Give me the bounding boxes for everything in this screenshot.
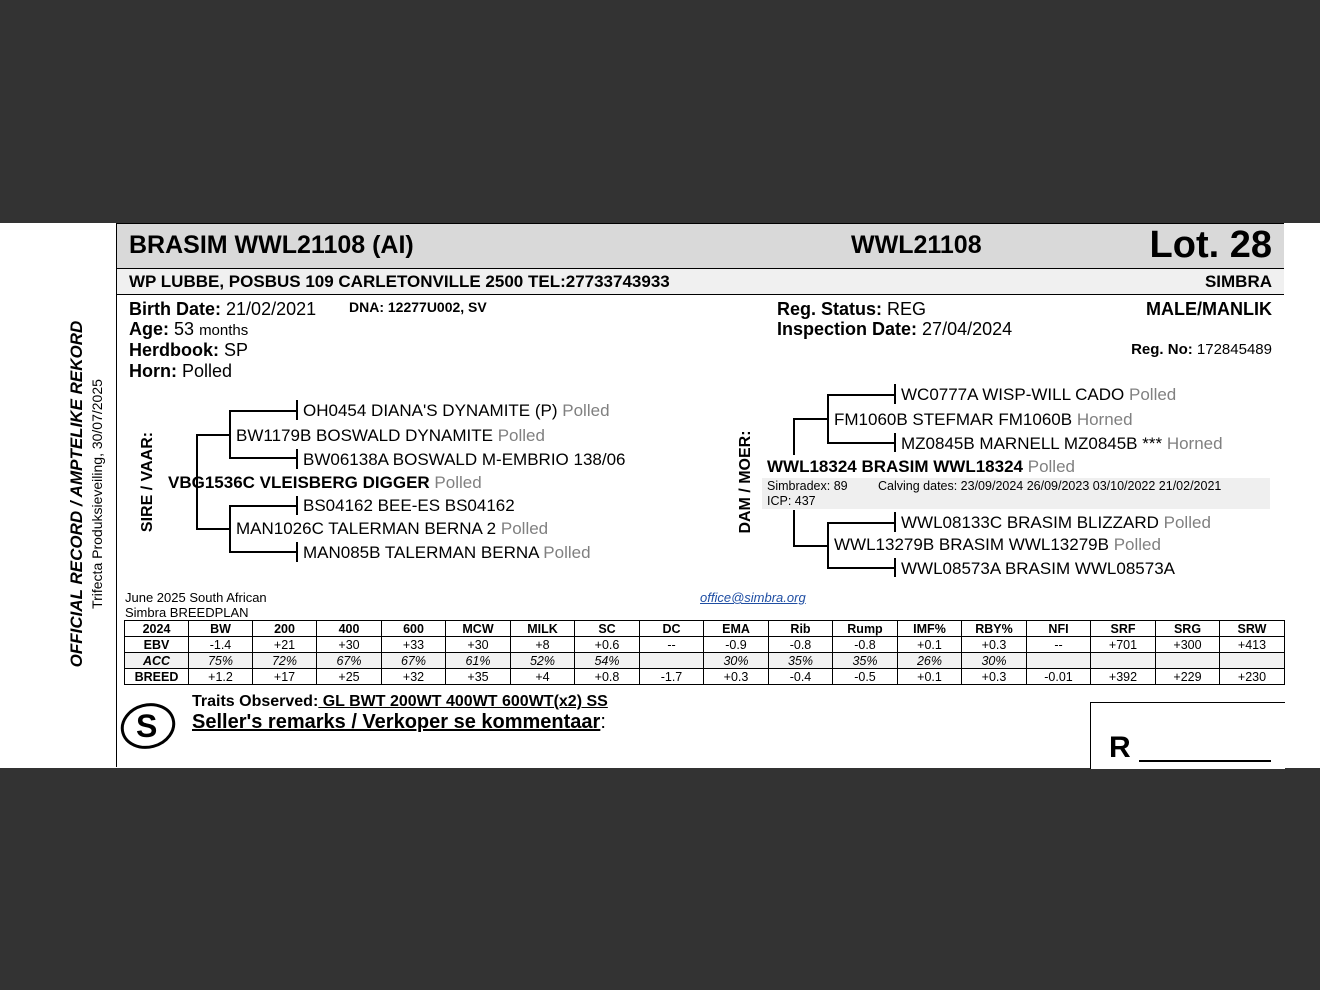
table-cell: NFI: [1027, 621, 1091, 637]
tree-line: [827, 522, 829, 568]
price-currency: R: [1109, 731, 1131, 764]
table-cell: MILK: [511, 621, 575, 637]
table-cell: 54%: [575, 653, 640, 669]
tree-line: [196, 528, 230, 530]
tree-line: [827, 522, 895, 524]
owner-address: WP LUBBE, POSBUS 109 CARLETONVILLE 2500 TEL:27733743933: [129, 272, 670, 291]
email-link[interactable]: office@simbra.org: [700, 590, 806, 605]
tree-line: [229, 505, 297, 507]
table-cell: +8: [511, 637, 575, 653]
table-cell: -1.4: [189, 637, 253, 653]
tree-line: [229, 410, 297, 412]
tree-line: [827, 394, 895, 396]
age: Age: 53 months: [129, 319, 249, 339]
tree-line: [793, 545, 827, 547]
sale-name-label: Trifecta Produksieveiling, 30/07/2025: [89, 379, 105, 609]
tree-line: [229, 551, 297, 553]
table-cell: SRF: [1091, 621, 1156, 637]
table-cell: +30: [317, 637, 382, 653]
pedigree-sire-dam-dam: MAN085B TALERMAN BERNA Polled: [303, 543, 591, 562]
table-cell: +1.2: [189, 669, 253, 685]
table-cell: +701: [1091, 637, 1156, 653]
inspection-date: Inspection Date: 27/04/2024: [777, 319, 1013, 339]
table-cell: [1091, 653, 1156, 669]
table-cell: +0.3: [704, 669, 769, 685]
table-cell: -0.01: [1027, 669, 1091, 685]
table-cell: [640, 653, 704, 669]
table-cell: +35: [446, 669, 511, 685]
birth-date: Birth Date: 21/02/2021: [129, 299, 317, 319]
pedigree-dam-dam-dam: WWL08573A BRASIM WWL08573A: [901, 559, 1176, 578]
tree-line: [296, 496, 298, 515]
table-cell: +230: [1220, 669, 1285, 685]
simbra-logo-icon: [116, 696, 180, 756]
table-row-breed: [125, 669, 1285, 685]
horn-status: Horn: Polled: [129, 361, 233, 381]
table-cell: +17: [253, 669, 317, 685]
table-cell: 35%: [769, 653, 833, 669]
table-cell: 61%: [446, 653, 511, 669]
table-cell: [1027, 653, 1091, 669]
pedigree-sire-sire-sire: OH0454 DIANA'S DYNAMITE (P) Polled: [303, 401, 610, 420]
pedigree-sire-dam-sire: BS04162 BEE-ES BS04162: [303, 496, 515, 515]
lot-header: [117, 224, 1284, 269]
tree-line: [296, 449, 298, 469]
sire-section-label: SIRE / VAAR:: [139, 431, 156, 533]
dna-info: DNA: 12277U002, SV: [349, 299, 487, 315]
pedigree-dam-dam-sire: WWL08133C BRASIM BLIZZARD Polled: [901, 513, 1211, 532]
breedplan-title-1: June 2025 South African: [125, 590, 267, 605]
table-cell: Rump: [833, 621, 898, 637]
table-cell: -0.5: [833, 669, 898, 685]
tree-line: [229, 457, 297, 459]
tree-line: [296, 542, 298, 562]
breedplan-table: [124, 620, 1285, 685]
table-cell: 600: [382, 621, 446, 637]
tree-line: [894, 512, 896, 532]
table-cell: +229: [1156, 669, 1220, 685]
pedigree-dam-sire-dam: MZ0845B MARNELL MZ0845B *** Horned: [901, 434, 1223, 453]
tree-line: [229, 505, 231, 552]
pedigree-dam-sire: FM1060B STEFMAR FM1060B Horned: [834, 410, 1133, 429]
tree-line: [296, 400, 298, 420]
sex: MALE/MANLIK: [1146, 299, 1272, 319]
table-cell: -1.7: [640, 669, 704, 685]
official-record-label: OFFICIAL RECORD / AMPTELIKE REKORD: [67, 320, 86, 668]
pedigree-dam: WWL18324 BRASIM WWL18324 Polled: [767, 457, 1075, 476]
table-cell: +21: [253, 637, 317, 653]
table-cell: +25: [317, 669, 382, 685]
table-cell: +0.1: [898, 669, 962, 685]
table-cell: +413: [1220, 637, 1285, 653]
herdbook: Herdbook: SP: [129, 340, 249, 360]
seller-remarks: Seller's remarks / Verkoper se kommentaar:: [192, 711, 606, 733]
table-cell: -0.4: [769, 669, 833, 685]
animal-name: BRASIM WWL21108 (AI): [129, 231, 414, 259]
pedigree-sire-sire: BW1179B BOSWALD DYNAMITE Polled: [236, 426, 545, 445]
tree-line: [793, 418, 827, 420]
table-cell: -0.9: [704, 637, 769, 653]
dam-section-label: DAM / MOER:: [737, 430, 754, 534]
pedigree-sire-dam: MAN1026C TALERMAN BERNA 2 Polled: [236, 519, 549, 538]
table-cell: 400: [317, 621, 382, 637]
table-cell: +392: [1091, 669, 1156, 685]
table-cell: --: [640, 637, 704, 653]
price-line[interactable]: [1139, 760, 1271, 762]
tree-line: [793, 418, 795, 455]
table-cell: EMA: [704, 621, 769, 637]
svg-text:S: S: [136, 708, 158, 744]
tree-line: [894, 384, 896, 404]
simbradex: Simbradex: 89: [767, 479, 848, 493]
table-cell: +0.6: [575, 637, 640, 653]
table-cell: RBY%: [962, 621, 1027, 637]
table-row-ebv: [125, 637, 1285, 653]
table-cell: +300: [1156, 637, 1220, 653]
table-header-row: [125, 621, 1285, 637]
table-cell: -0.8: [833, 637, 898, 653]
table-cell: 67%: [382, 653, 446, 669]
table-cell: ACC: [125, 653, 189, 669]
table-cell: SRW: [1220, 621, 1285, 637]
table-cell: BREED: [125, 669, 189, 685]
table-cell: 75%: [189, 653, 253, 669]
table-cell: +0.1: [898, 637, 962, 653]
table-row-acc: [125, 653, 1285, 669]
table-cell: --: [1027, 637, 1091, 653]
table-cell: 30%: [962, 653, 1027, 669]
table-cell: 30%: [704, 653, 769, 669]
tree-line: [196, 434, 230, 436]
reg-number: Reg. No: 172845489: [1131, 341, 1272, 358]
tree-line: [827, 567, 895, 569]
traits-observed: Traits Observed: GL BWT 200WT 400WT 600WT(x2) SS: [192, 693, 608, 710]
table-cell: [1156, 653, 1220, 669]
pedigree-sire-sire-dam: BW06138A BOSWALD M-EMBRIO 138/06: [303, 450, 626, 469]
pedigree-dam-sire-sire: WC0777A WISP-WILL CADO Polled: [901, 385, 1177, 404]
table-cell: +33: [382, 637, 446, 653]
table-cell: 72%: [253, 653, 317, 669]
tree-line: [894, 558, 896, 577]
table-cell: 200: [253, 621, 317, 637]
table-cell: +0.3: [962, 669, 1027, 685]
table-cell: +0.3: [962, 637, 1027, 653]
pedigree-sire: VBG1536C VLEISBERG DIGGER Polled: [168, 473, 482, 492]
owner-bar: [117, 269, 1284, 295]
table-cell: +30: [446, 637, 511, 653]
breedplan-title-2: Simbra BREEDPLAN: [125, 605, 249, 620]
tree-line: [229, 410, 231, 458]
table-cell: [1220, 653, 1285, 669]
pedigree-dam-dam: WWL13279B BRASIM WWL13279B Polled: [834, 535, 1161, 554]
table-cell: 35%: [833, 653, 898, 669]
table-cell: BW: [189, 621, 253, 637]
tree-line: [827, 394, 829, 443]
table-cell: 2024: [125, 621, 189, 637]
table-cell: SC: [575, 621, 640, 637]
simbra-logo: [116, 696, 180, 756]
lot-number: Lot. 28: [1149, 224, 1272, 266]
table-cell: IMF%: [898, 621, 962, 637]
animal-id: WWL21108: [851, 231, 982, 259]
table-cell: -0.8: [769, 637, 833, 653]
tree-line: [894, 433, 896, 452]
table-cell: 26%: [898, 653, 962, 669]
price-box: [1090, 702, 1285, 769]
table-cell: +0.8: [575, 669, 640, 685]
table-cell: MCW: [446, 621, 511, 637]
table-cell: 52%: [511, 653, 575, 669]
reg-status: Reg. Status: REG: [777, 299, 927, 319]
table-cell: 67%: [317, 653, 382, 669]
icp: ICP: 437: [767, 494, 816, 508]
calving-dates: Calving dates: 23/09/2024 26/09/2023 03/10/2022 21/02/2021: [878, 479, 1222, 493]
breed-name: SIMBRA: [1204, 272, 1272, 291]
table-cell: EBV: [125, 637, 189, 653]
table-cell: Rib: [769, 621, 833, 637]
table-cell: SRG: [1156, 621, 1220, 637]
table-cell: +32: [382, 669, 446, 685]
tree-line: [827, 442, 895, 444]
tree-line: [793, 510, 795, 546]
table-cell: +4: [511, 669, 575, 685]
table-cell: DC: [640, 621, 704, 637]
